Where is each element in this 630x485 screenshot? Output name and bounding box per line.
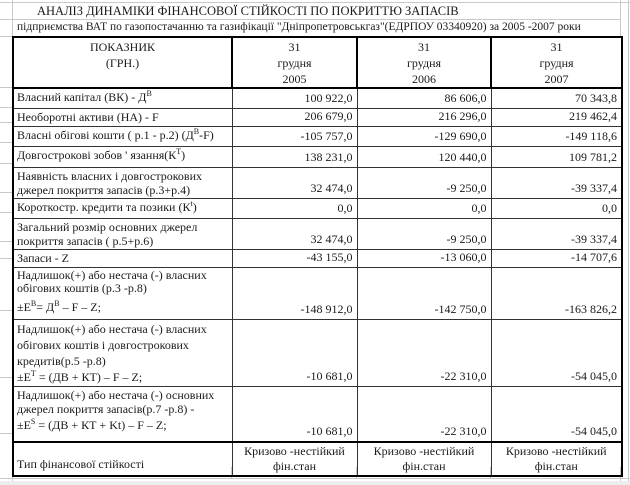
cell-value: -13 060,0 <box>357 249 491 267</box>
row-label: Власні обігові кошти ( р.1 - р.2) $(Д^В-F)$ <box>13 126 232 146</box>
gridline <box>628 0 629 485</box>
table-row <box>13 88 622 108</box>
row-label: Короткостр. кредити та позики $(К^t)$ <box>13 198 232 218</box>
row-label: Загальний розмір основних джерел покриття запасів ( р.5+р.6) <box>13 218 232 249</box>
cell-value: 109 781,2 <box>491 146 622 167</box>
gridline <box>0 163 12 164</box>
table-row <box>13 319 622 386</box>
cell-value: 219 462,4 <box>491 108 622 126</box>
row-label: Наявність власних і довгострокових джерел покриття запасів (р.3+р.4) <box>13 167 232 198</box>
table-row <box>13 218 622 249</box>
cell-value: -22 310,0 <box>357 319 491 386</box>
table-row <box>13 267 622 319</box>
cell-value: -14 707,6 <box>491 249 622 267</box>
col-header-2006: 31 грудня 2006 <box>357 37 491 88</box>
cell-value: -22 310,0 <box>357 386 491 442</box>
table-row <box>13 167 622 198</box>
formula: $\pm Е^S = (ДВ$ + КТ + Kt) – F – Z; <box>17 416 167 432</box>
gridline <box>0 212 12 213</box>
row-label: Надлишок(+) або нестача (-) власних обігових коштів і довгострокових кредитів(р.5 -р.8) $\pm Е^Т = (ДВ + КТ) - F - Z$; <box>13 319 232 386</box>
window-edge <box>0 481 630 485</box>
col-header-2007: 31 грудня 2007 <box>491 37 622 88</box>
report-title: АНАЛІЗ ДИНАМІКИ ФІНАНСОВОЇ СТІЙКОСТІ ПО ПОКРИТТЮ ЗАПАСІВ <box>37 4 459 18</box>
report-subtitle: підприємства ВАТ по газопостачанню та газифікації "Дніпропетровськгаз"(ЕДРПОУ 03340920) за 2005 -2007 роки <box>17 21 581 33</box>
row-label: Необоротні активи (НА) - F <box>13 108 232 126</box>
gridline <box>0 36 12 37</box>
cell-value: -148 912,0 <box>232 267 357 319</box>
gridline <box>0 241 12 242</box>
table-row <box>13 386 622 442</box>
cell-value: 138 231,0 <box>232 146 357 167</box>
cell-value: 206 679,0 <box>232 108 357 126</box>
cell-value: 120 440,0 <box>357 146 491 167</box>
gridline <box>0 122 12 123</box>
gridline <box>0 87 12 88</box>
gridline <box>0 258 12 259</box>
cell-value: -129 690,0 <box>357 126 491 146</box>
gridline <box>0 192 12 193</box>
cell-value: 100 922,0 <box>232 88 357 108</box>
cell-value: -39 337,4 <box>491 167 622 198</box>
cell-value: -10 681,0 <box>232 319 357 386</box>
cell-value: 70 343,8 <box>491 88 622 108</box>
cell-value: -54 045,0 <box>491 319 622 386</box>
formula: $\pm Е^В= Д^В - F - Z$; <box>17 298 101 314</box>
col-header-indicator: ПОКАЗНИК (ГРН.) <box>13 37 232 88</box>
status-cell: Кризово -нестійкий фін.стан <box>232 442 357 476</box>
cell-value: -39 337,4 <box>491 218 622 249</box>
cell-value: 0,0 <box>232 198 357 218</box>
cell-value: -163 826,2 <box>491 267 622 319</box>
gridline <box>0 142 12 143</box>
formula: $\pm Е^Т = (ДВ + КТ) - F - Z$; <box>17 368 143 384</box>
table-row <box>13 442 622 476</box>
gridline <box>0 377 12 378</box>
table-row <box>13 198 622 218</box>
gridline <box>0 478 630 479</box>
financial-stability-table <box>12 36 623 477</box>
gridline <box>0 310 12 311</box>
table-row <box>13 146 622 167</box>
status-cell: Кризово -нестійкий фін.стан <box>491 442 622 476</box>
cell-value: -9 250,0 <box>357 218 491 249</box>
cell-value: -43 155,0 <box>232 249 357 267</box>
row-label: Власний капітал $(ВК) - Д^В$ <box>13 88 232 108</box>
gridline <box>0 107 12 108</box>
row-label: Довгострокові зобов ' $язання(К^Т)$ <box>13 146 232 167</box>
table-row <box>13 108 622 126</box>
row-label: Запаси - Z <box>13 249 232 267</box>
cell-value: -142 750,0 <box>357 267 491 319</box>
cell-value: 0,0 <box>491 198 622 218</box>
cell-value: 32 474,0 <box>232 167 357 198</box>
cell-value: -10 681,0 <box>232 386 357 442</box>
status-cell: Кризово -нестійкий фін.стан <box>357 442 491 476</box>
cell-value: -9 250,0 <box>357 167 491 198</box>
row-label: Надлишок(+) або нестача (-) власних обігових коштів (р.3 -р.8) $\pm Е^В= Д^В - F - Z$; <box>13 267 232 319</box>
cell-value: -149 118,6 <box>491 126 622 146</box>
cell-value: 86 606,0 <box>357 88 491 108</box>
table-row <box>13 249 622 267</box>
table-row <box>13 126 622 146</box>
cell-value: -54 045,0 <box>491 386 622 442</box>
cell-value: 32 474,0 <box>232 218 357 249</box>
row-label: Надлишок(+) або нестача (-) основних джерел покриття запасів(р.7 -р.8) - $\pm Е^S = (ДВ$ + КТ + Kt) – F – Z; <box>13 386 232 442</box>
cell-value: -105 757,0 <box>232 126 357 146</box>
row-label: Тип фінансової стійкості <box>13 442 232 476</box>
col-header-2005: 31 грудня 2005 <box>232 37 357 88</box>
cell-value: 0,0 <box>357 198 491 218</box>
gridline <box>0 433 12 434</box>
header-row <box>13 37 622 88</box>
cell-value: 216 296,0 <box>357 108 491 126</box>
